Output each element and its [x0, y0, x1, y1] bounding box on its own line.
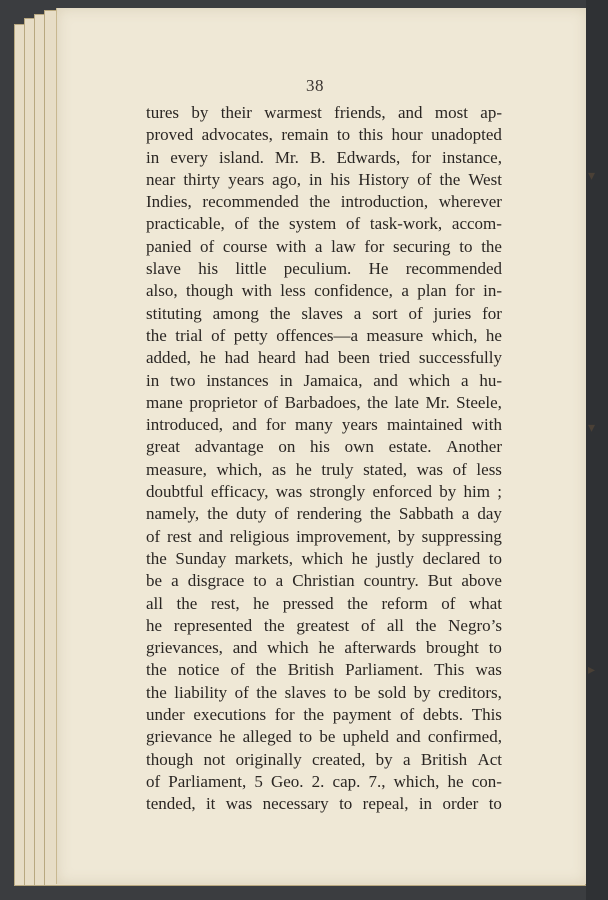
text-line: mane proprietor of Barbadoes, the late Mr. Steele,: [146, 392, 502, 412]
margin-mark: ▾: [588, 421, 596, 436]
margin-mark: ▾: [588, 169, 596, 184]
text-line: panied of course with a law for securing to the: [146, 236, 502, 256]
text-line: near thirty years ago, in his History of the West: [146, 169, 502, 189]
text-line: great advantage on his own estate. Another: [146, 437, 502, 457]
text-line: he represented the greatest of all the Negro’s: [146, 615, 502, 635]
text-line: of rest and religious improvement, by suppressing: [146, 526, 502, 546]
text-line: the liability of the slaves to be sold by creditors,: [146, 682, 502, 702]
text-line: all the rest, he pressed the reform of what: [146, 593, 502, 613]
text-line: in two instances in Jamaica, and which a hu-: [146, 370, 502, 390]
body-text: [146, 102, 502, 816]
text-line: of Parliament, 5 Geo. 2. cap. 7., which, he con-: [146, 771, 502, 791]
text-line: the trial of petty offences—a measure which, he: [146, 325, 502, 345]
text-line: Indies, recommended the introduction, wherever: [146, 192, 502, 212]
text-line: stituting among the slaves a sort of juries for: [146, 303, 502, 323]
text-line: added, he had heard had been tried successfully: [146, 348, 502, 368]
text-line: tures by their warmest friends, and most ap-: [146, 103, 502, 122]
text-line: the Sunday markets, which he justly declared to: [146, 548, 502, 568]
text-line: namely, the duty of rendering the Sabbath a day: [146, 504, 502, 524]
text-line: slave his little peculium. He recommended: [146, 259, 502, 279]
text-line: doubtful efficacy, was strongly enforced by him ;: [146, 482, 502, 502]
text-line: in every island. Mr. B. Edwards, for instance,: [146, 147, 502, 167]
text-line: tended, it was necessary to repeal, in order to: [146, 794, 502, 814]
adjacent-page-edge: [586, 0, 608, 900]
text-line: proved advocates, remain to this hour unadopted: [146, 125, 502, 145]
text-line: introduced, and for many years maintained with: [146, 415, 502, 435]
margin-mark: ▸: [588, 663, 596, 678]
text-line: also, though with less confidence, a plan for in-: [146, 281, 502, 301]
text-line: measure, which, as he truly stated, was of less: [146, 459, 502, 479]
text-line: grievance he alleged to be upheld and confirmed,: [146, 727, 502, 747]
text-line: though not originally created, by a British Act: [146, 749, 502, 769]
page-number: 38: [306, 76, 324, 95]
text-line: the notice of the British Parliament. This was: [146, 660, 502, 680]
text-line: grievances, and which he afterwards brought to: [146, 638, 502, 658]
text-line: under executions for the payment of debts. This: [146, 705, 502, 725]
text-line: be a disgrace to a Christian country. But above: [146, 571, 502, 591]
text-line: practicable, of the system of task-work, accom-: [146, 214, 502, 234]
